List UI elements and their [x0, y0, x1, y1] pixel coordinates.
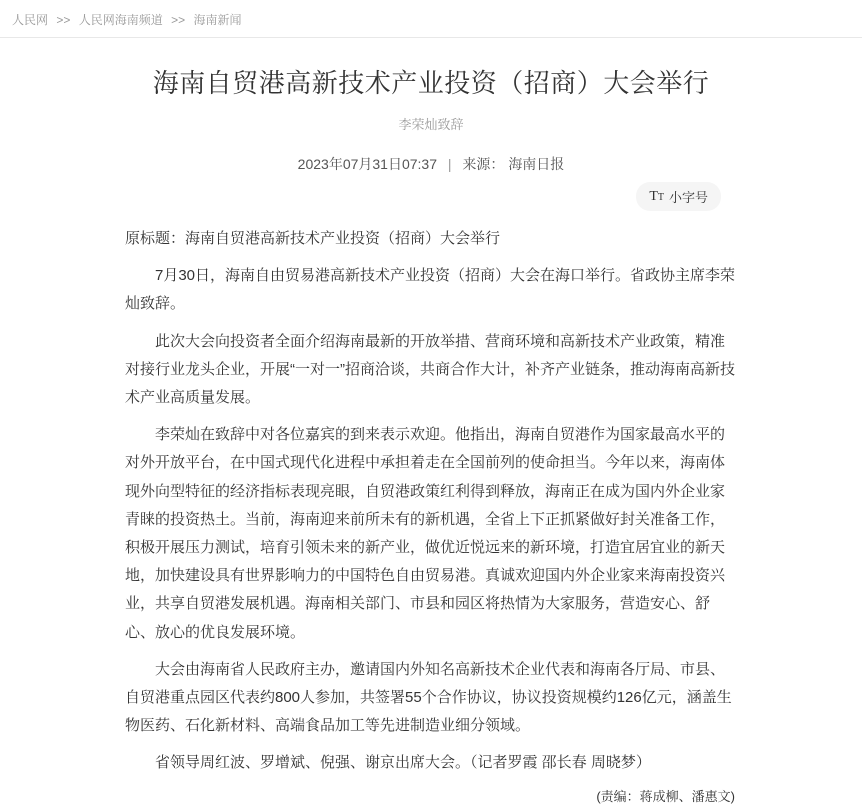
original-title-label: 原标题：	[125, 230, 186, 248]
font-size-button[interactable]	[636, 182, 721, 211]
original-title-line	[125, 225, 737, 253]
article-paragraph: 此次大会向投资者全面介绍海南最新的开放举措、营商环境和高新技术产业政策，精准对接行业龙头企业，开展“一对一”招商洽谈，共商合作大计，补齐产业链条，推动海南高新技术产业高质量发展。	[125, 332, 735, 407]
article-paragraph: 大会由海南省人民政府主办，邀请国内外知名高新技术企业代表和海南各厅局、市县、自贸港重点园区代表约800人参加，共签署55个合作协议，协议投资规模约126亿元，涵盖生物医药、石化新材料、高端食品加工等先进制造业细分领域。	[125, 660, 732, 735]
editors-credit: (责编：蒋成柳、潘惠文)	[596, 789, 735, 805]
article-meta	[125, 154, 737, 174]
breadcrumb	[0, 0, 862, 38]
breadcrumb-link-peoples-daily[interactable]: 人民网	[12, 13, 49, 27]
article-toolbar	[125, 182, 737, 211]
breadcrumb-separator: >>	[56, 13, 71, 27]
article-paragraph: 李荣灿在致辞中对各位嘉宾的到来表示欢迎。他指出，海南自贸港作为国家最高水平的对外开放平台，在中国式现代化进程中承担着走在全国前列的使命担当。今年以来，海南体现外向型特征的经济指标表现亮眼，自贸港政策红利得到释放，海南正在成为国内外企业家青睐的投资热土。当前，海南迎来前所未有的新机遇，全省上下正抓紧做好封关准备工作，积极开展压力测试，培育引领未来的新产业，做优近悦远来的新环境，打造宜居宜业的新天地，加快建设具有世界影响力的中国特色自由贸易港。真诚欢迎国内外企业家来海南投资兴业，共享自贸港发展机遇。海南相关部门、市县和园区将热情为大家服务，营造安心、舒心、放心的优良发展环境。	[125, 426, 726, 641]
article-content-column	[125, 66, 737, 805]
source-link[interactable]: 海南日报	[508, 156, 565, 173]
breadcrumb-link-hainan-channel[interactable]: 人民网海南频道	[78, 13, 163, 27]
meta-separator: |	[447, 156, 452, 173]
publish-datetime: 2023年07月31日07:37	[297, 156, 437, 173]
article-paragraph: 7月30日，海南自由贸易港高新技术产业投资（招商）大会在海口举行。省政协主席李荣灿致辞。	[125, 267, 736, 313]
font-size-icon: TT	[649, 189, 664, 205]
article-body	[125, 225, 737, 777]
source-label: 来源：	[462, 156, 505, 173]
article-paragraph: 省领导周红波、罗增斌、倪强、谢京出席大会。（记者罗霞 邵长春 周晓梦）	[155, 754, 651, 772]
breadcrumb-link-hainan-news[interactable]: 海南新闻	[193, 13, 242, 27]
breadcrumb-separator: >>	[171, 13, 186, 27]
page-title: 海南自贸港高新技术产业投资（招商）大会举行	[152, 68, 710, 98]
original-title-text: 海南自贸港高新技术产业投资（招商）大会举行	[185, 230, 501, 248]
article-subtitle: 李荣灿致辞	[398, 117, 464, 133]
font-size-button-label: 小字号	[668, 190, 708, 206]
